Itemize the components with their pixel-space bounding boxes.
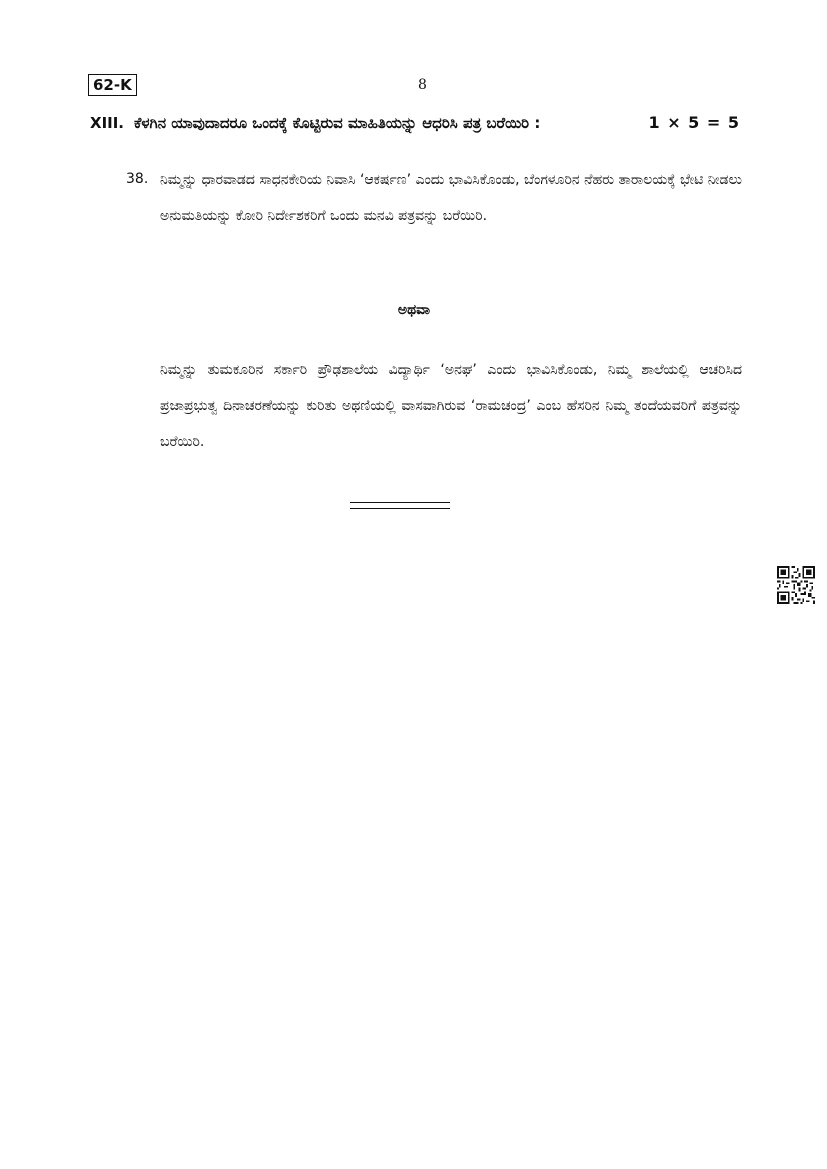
question-number: 38. [126, 171, 149, 187]
section-roman-numeral: XIII. [90, 114, 125, 132]
or-separator: ಅಥವಾ [397, 302, 431, 318]
end-of-section-rule [350, 502, 450, 509]
question-option-a: ನಿಮ್ಮನ್ನು ಧಾರವಾಡದ ಸಾಧನಕೇರಿಯ ನಿವಾಸಿ ‘ಆಕರ್ಷಣ’ ಎಂದು ಭಾವಿಸಿಕೊಂಡು, ಬೆಂಗಳೂರಿನ ನೆಹರು ತಾರಾಲಯಕ್ಕೆ ಭೇಟಿ ನೀಡಲು ಅನುಮತಿಯನ್ನು ಕೋರಿ ನಿರ್ದೇಶಕರಿಗೆ ಒಂದು ಮನವಿ ಪತ್ರವನ್ನು ಬರೆಯಿರಿ. [160, 172, 742, 224]
page-number: 8 [418, 77, 427, 93]
section-heading [90, 112, 740, 134]
paper-code-box: 62-K [88, 74, 137, 96]
qr-code-icon [776, 566, 816, 604]
question-option-b: ನಿಮ್ಮನ್ನು ತುಮಕೂರಿನ ಸರ್ಕಾರಿ ಪ್ರೌಢಶಾಲೆಯ ವಿದ್ಯಾರ್ಥಿ ‘ಅನಘ’ ಎಂದು ಭಾವಿಸಿಕೊಂಡು, ನಿಮ್ಮ ಶಾಲೆಯಲ್ಲಿ ಆಚರಿಸಿದ ಪ್ರಜಾಪ್ರಭುತ್ವ ದಿನಾಚರಣೆಯನ್ನು ಕುರಿತು ಅಥಣಿಯಲ್ಲಿ ವಾಸವಾಗಿರುವ ‘ರಾಮಚಂದ್ರ’ ಎಂಬ ಹೆಸರಿನ ನಿಮ್ಮ ತಂದೆಯವರಿಗೆ ಪತ್ರವನ್ನು ಬರೆಯಿರಿ. [160, 362, 742, 450]
section-marks: 1 × 5 = 5 [648, 113, 740, 132]
section-instruction: ಕೆಳಗಿನ ಯಾವುದಾದರೂ ಒಂದಕ್ಕೆ ಕೊಟ್ಟಿರುವ ಮಾಹಿತಿಯನ್ನು ಆಧರಿಸಿ ಪತ್ರ ಬರೆಯಿರಿ : [134, 114, 541, 132]
